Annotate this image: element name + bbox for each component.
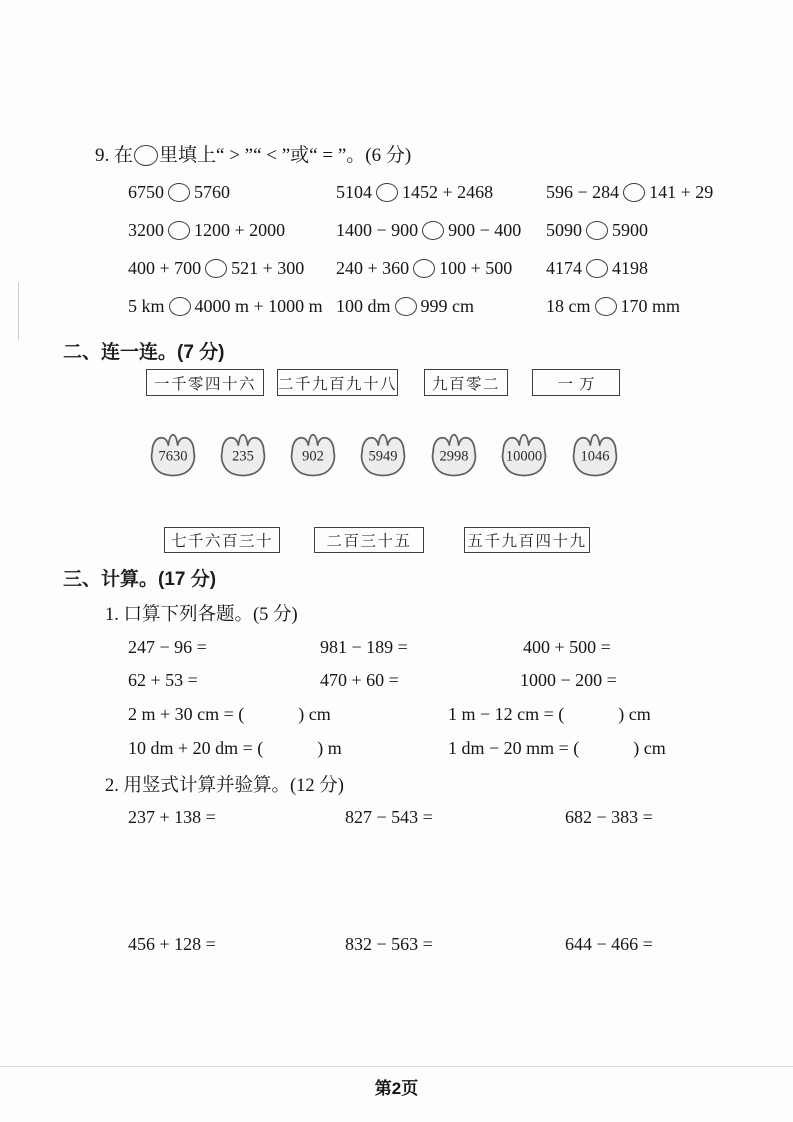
oral-calc-item: 62 + 53 = bbox=[128, 670, 198, 690]
comparison-left: 3200 bbox=[128, 220, 164, 240]
blank-circle-icon bbox=[134, 145, 158, 166]
comparison-left: 5 km bbox=[128, 296, 165, 316]
blank-circle-icon bbox=[395, 297, 417, 316]
comparison-right: 1200 + 2000 bbox=[194, 220, 286, 240]
comparison-left: 100 dm bbox=[336, 296, 391, 316]
comparison-right: 1452 + 2468 bbox=[402, 182, 494, 202]
scan-edge-mark bbox=[18, 282, 19, 340]
section2-title: 二、连一连。(7 分) bbox=[63, 342, 225, 363]
tulip-number: 10000 bbox=[505, 448, 543, 465]
tulip-number: 2998 bbox=[439, 448, 469, 465]
comparison-item bbox=[546, 296, 680, 317]
comparison-item bbox=[336, 296, 474, 317]
match-word-box: 二千九百九十八 bbox=[277, 369, 398, 396]
blank-circle-icon bbox=[168, 183, 190, 202]
section3-title: 三、计算。(17 分) bbox=[63, 569, 217, 590]
unit-conversion-item: 10 dm + 20 dm = ( ) m bbox=[128, 738, 342, 758]
comparison-item bbox=[336, 258, 512, 279]
section9-title bbox=[95, 140, 411, 167]
blank-circle-icon bbox=[586, 221, 608, 240]
blank-circle-icon bbox=[168, 221, 190, 240]
blank-circle-icon bbox=[376, 183, 398, 202]
tulip-number: 7630 bbox=[158, 448, 188, 465]
section3-sub2-title: 2. 用竖式计算并验算。(12 分) bbox=[105, 776, 344, 796]
comparison-right: 4000 m + 1000 m bbox=[194, 296, 323, 316]
blank-circle-icon bbox=[169, 297, 191, 316]
comparison-left: 596 − 284 bbox=[546, 182, 620, 202]
tulip-shape bbox=[287, 431, 339, 481]
match-word-box: 七千六百三十 bbox=[164, 527, 280, 553]
comparison-right: 900 − 400 bbox=[448, 220, 522, 240]
comparison-item bbox=[128, 296, 323, 317]
vertical-calc-item: 682 − 383 = bbox=[565, 807, 653, 827]
section3-sub1-title: 1. 口算下列各题。(5 分) bbox=[105, 605, 298, 625]
match-word-box: 五千九百四十九 bbox=[464, 527, 590, 553]
section9-title-prefix: 9. 在 bbox=[95, 145, 134, 166]
match-word-box: 二百三十五 bbox=[314, 527, 424, 553]
tulip-shape bbox=[217, 431, 269, 481]
comparison-right: 999 cm bbox=[420, 296, 475, 316]
oral-calc-item: 1000 − 200 = bbox=[520, 670, 617, 690]
vertical-calc-item: 832 − 563 = bbox=[345, 934, 433, 954]
comparison-left: 1400 − 900 bbox=[336, 220, 419, 240]
oral-calc-item: 981 − 189 = bbox=[320, 637, 408, 657]
match-word-box: 九百零二 bbox=[424, 369, 508, 396]
comparison-left: 4174 bbox=[546, 258, 582, 278]
vertical-calc-item: 456 + 128 = bbox=[128, 934, 216, 954]
oral-calc-item: 247 − 96 = bbox=[128, 637, 207, 657]
tulip-shape bbox=[569, 431, 621, 481]
comparison-left: 5104 bbox=[336, 182, 372, 202]
tulip-shape bbox=[357, 431, 409, 481]
tulip-number: 5949 bbox=[368, 448, 398, 465]
comparison-right: 521 + 300 bbox=[231, 258, 305, 278]
match-word-box: 一万 bbox=[532, 369, 620, 396]
comparison-left: 5090 bbox=[546, 220, 582, 240]
comparison-right: 170 mm bbox=[620, 296, 681, 316]
blank-circle-icon bbox=[586, 259, 608, 278]
blank-circle-icon bbox=[623, 183, 645, 202]
unit-conversion-item: 1 m − 12 cm = ( ) cm bbox=[448, 704, 651, 724]
comparison-item bbox=[128, 182, 230, 203]
blank-circle-icon bbox=[595, 297, 617, 316]
match-word-box: 一千零四十六 bbox=[146, 369, 264, 396]
comparison-left: 400 + 700 bbox=[128, 258, 202, 278]
tulip-number: 902 bbox=[302, 448, 324, 465]
tulip-shape bbox=[147, 431, 199, 481]
blank-circle-icon bbox=[205, 259, 227, 278]
comparison-item bbox=[336, 182, 493, 203]
blank-circle-icon bbox=[422, 221, 444, 240]
unit-conversion-item: 2 m + 30 cm = ( ) cm bbox=[128, 704, 331, 724]
unit-conversion-item: 1 dm − 20 mm = ( ) cm bbox=[448, 738, 666, 758]
page-bottom-divider bbox=[0, 1066, 793, 1067]
comparison-left: 240 + 360 bbox=[336, 258, 410, 278]
tulip-number: 235 bbox=[232, 448, 254, 465]
vertical-calc-item: 644 − 466 = bbox=[565, 934, 653, 954]
tulip-shape bbox=[428, 431, 480, 481]
comparison-left: 18 cm bbox=[546, 296, 591, 316]
vertical-calc-item: 827 − 543 = bbox=[345, 807, 433, 827]
section9-title-suffix: 里填上“ > ”“ < ”或“ = ”。(6 分) bbox=[159, 145, 412, 166]
comparison-right: 4198 bbox=[612, 258, 648, 278]
oral-calc-item: 470 + 60 = bbox=[320, 670, 399, 690]
comparison-right: 100 + 500 bbox=[439, 258, 513, 278]
comparison-item bbox=[128, 258, 304, 279]
comparison-item bbox=[336, 220, 521, 241]
comparison-item bbox=[546, 182, 713, 203]
tulip-number: 1046 bbox=[580, 448, 610, 465]
vertical-calc-item: 237 + 138 = bbox=[128, 807, 216, 827]
blank-circle-icon bbox=[413, 259, 435, 278]
comparison-left: 6750 bbox=[128, 182, 164, 202]
comparison-item bbox=[546, 220, 648, 241]
comparison-item bbox=[128, 220, 285, 241]
oral-calc-item: 400 + 500 = bbox=[523, 637, 611, 657]
comparison-right: 141 + 29 bbox=[649, 182, 714, 202]
page-number-label: 第2页 bbox=[374, 1079, 419, 1098]
comparison-right: 5900 bbox=[612, 220, 648, 240]
comparison-item bbox=[546, 258, 648, 279]
tulip-shape bbox=[498, 431, 550, 481]
comparison-right: 5760 bbox=[194, 182, 230, 202]
